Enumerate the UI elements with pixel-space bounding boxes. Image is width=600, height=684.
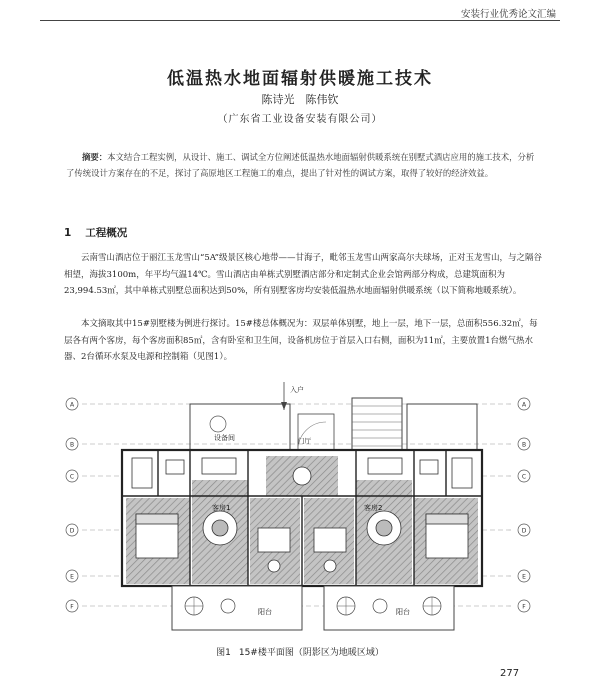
axis-markers-right [518,398,530,612]
axis-label: E [522,573,526,581]
figure-caption-text: 15#楼平面图（阴影区为地暖区域） [238,648,384,658]
foyer-label: 门厅 [298,437,311,445]
axis-label: C [521,473,527,481]
axis-label: E [70,573,74,581]
affiliation: （广东省工业设备安装有限公司） [217,114,383,125]
floor-plan-figure [62,380,534,642]
axis-label: B [521,441,527,449]
axis-label: A [521,401,527,409]
paper-title: 低温热水地面辐射供暖施工技术 [167,69,433,89]
balcony1-label: 阳台 [258,608,272,616]
axis-label: D [521,527,527,535]
page-number: 277 [500,668,520,679]
section-title: 工程概况 [85,227,128,239]
axis-label: A [69,401,75,409]
axis-label: C [69,473,75,481]
section-number: 1 [64,227,72,239]
axis-label: B [69,441,75,449]
figure-caption [0,645,600,658]
guest-room2-label: 客房2 [364,504,383,512]
body-paragraph-2 [64,316,542,366]
authors: 陈诗光 陈伟钦 [261,93,339,106]
abstract [66,149,536,181]
figure-number: 图1 [216,648,231,658]
entrance-area [190,382,477,454]
axis-label: F [70,603,74,611]
balcony2-label: 阳台 [396,608,410,616]
balconies [172,586,454,630]
equipment-room-label: 设备间 [214,434,235,442]
abstract-label: 摘要： [82,152,108,162]
axis-markers-left [66,398,78,612]
paragraph-text: 云南雪山酒店位于丽江玉龙雪山“5A”级景区核心地带——甘海子，毗邻玉龙雪山两家高尔夫球场，正对玉龙雪山，与之隔谷相望，海拔3100m，年平均气温14℃。雪山酒店由单栋式别墅酒店部分和定制式企业会馆两部分构成，总建筑面积为23,994.53㎡，其中单栋式别墅总面积达到50%，所有别墅客房均安装低温热水地面辐射供暖系统（以下简称地暖系统）。 [64,253,542,296]
entrance-label: 入户 [290,386,304,394]
paragraph-text: 本文摘取其中15#别墅楼为例进行探讨。15#楼总体概况为：双层单体别墅，地上一层，地下一层，总面积556.32㎡，每层各有两个客房，每个客房面积85㎡，含有卧室和卫生间，设备机房位于首层入口右侧，面积为11㎡，主要放置1台燃气热水器、2台循环水泵及电源和控制箱（见图1）。 [64,319,538,362]
header-rule [40,20,560,21]
section-heading [64,225,127,240]
axis-label: F [522,603,526,611]
running-head: 安装行业优秀论文汇编 [460,9,556,20]
abstract-text: 本文结合工程实例，从设计、施工、调试全方位阐述低温热水地面辐射供暖系统在别墅式酒店应用的施工技术，分析了传统设计方案存在的不足，探讨了高原地区工程施工的难点，提出了针对性的调试方案，取得了较好的经济效益。 [66,152,535,178]
guest-room1-label: 客房1 [212,504,231,512]
axis-label: D [69,527,75,535]
body-paragraph-1 [64,250,542,300]
